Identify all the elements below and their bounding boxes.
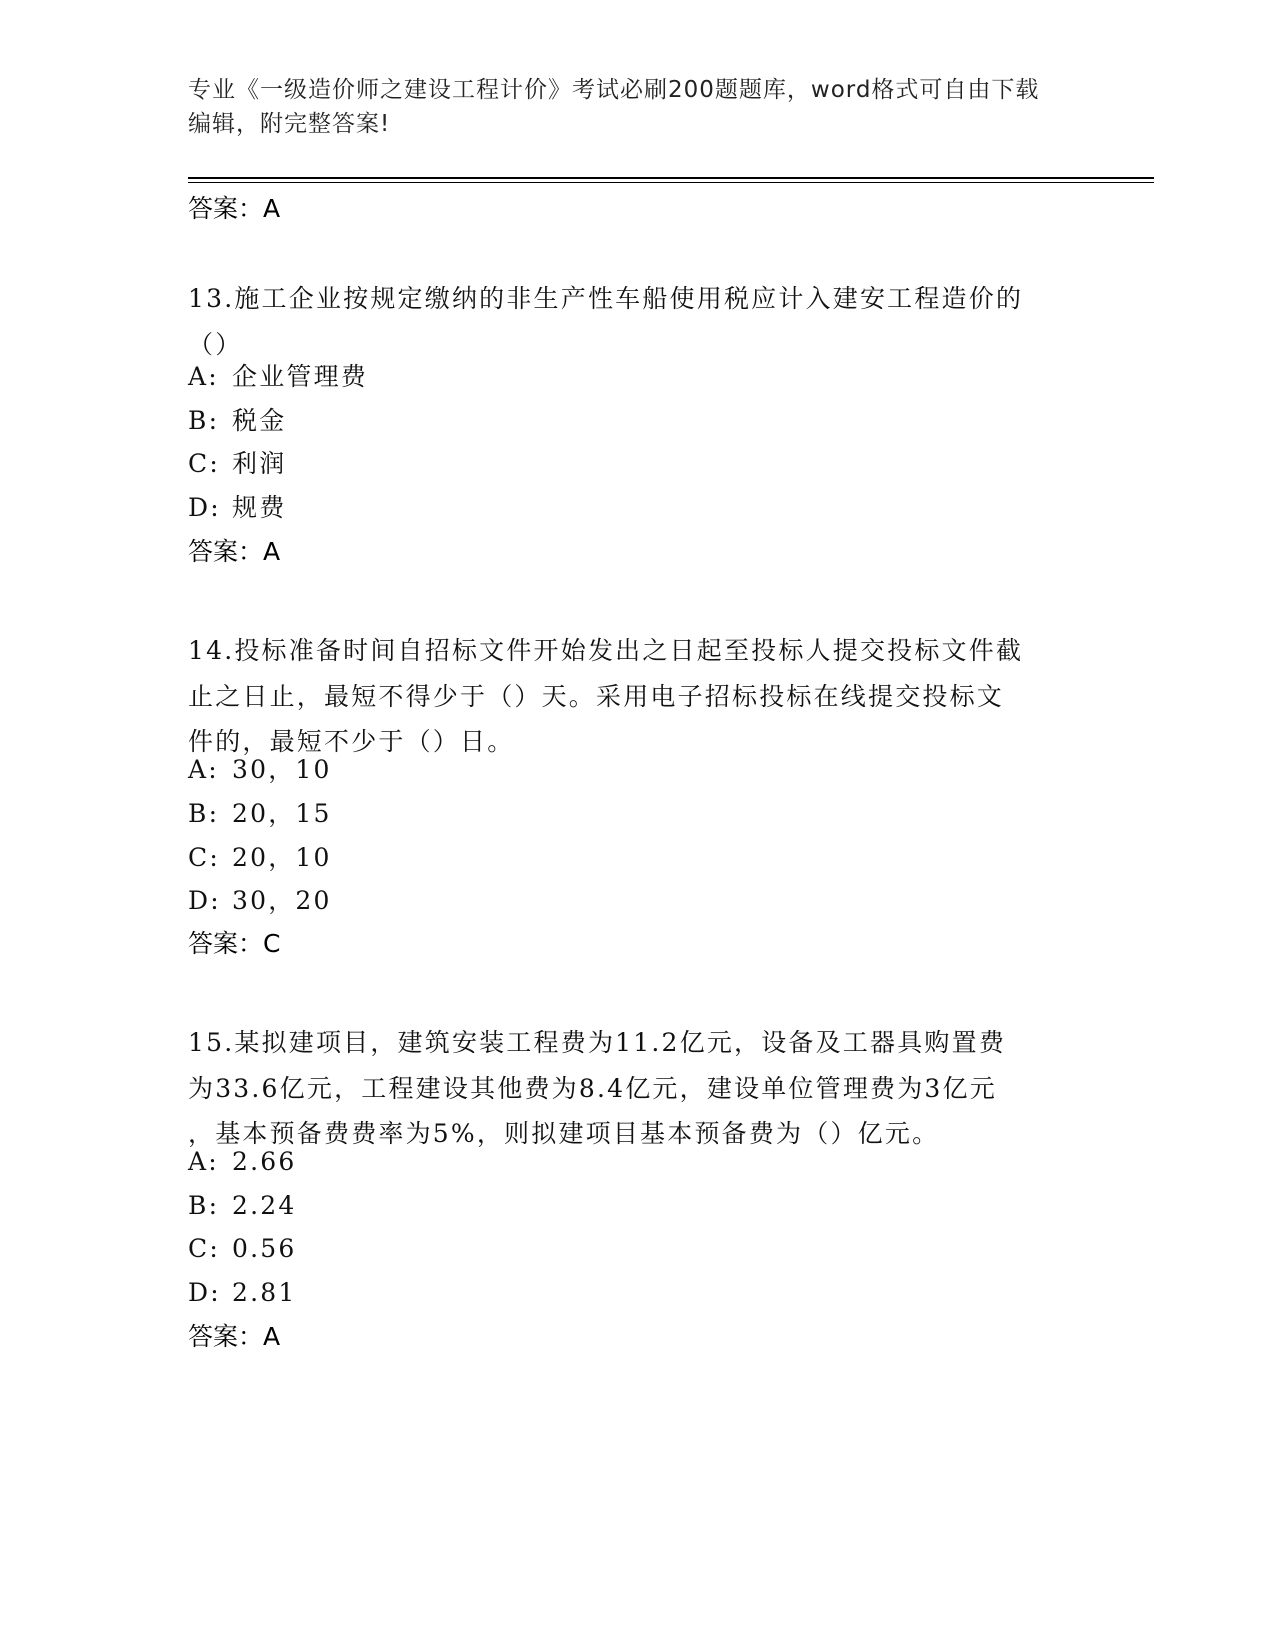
header-divider-thick: [188, 177, 1154, 179]
option-key: A:: [188, 362, 219, 391]
document-header: [188, 73, 1068, 141]
question-14-line-1: 14.投标准备时间自招标文件开始发出之日起至投标人提交投标文件截: [188, 636, 1024, 665]
question-14-option-c: [188, 841, 332, 875]
question-15: [188, 1020, 1078, 1157]
option-key: A:: [188, 755, 219, 784]
question-14: [188, 628, 1078, 765]
question-13-line-2: （）: [188, 329, 243, 359]
option-text: 30，10: [232, 755, 332, 784]
option-key: D:: [188, 1278, 221, 1307]
question-13-option-b: [188, 404, 286, 438]
option-text: 2.66: [232, 1147, 297, 1176]
question-13-option-d: [188, 491, 286, 525]
question-15-line-3: ，基本预备费费率为5%，则拟建项目基本预备费为（）亿元。: [188, 1119, 940, 1148]
question-15-line-2: 为33.6亿元，工程建设其他费为8.4亿元，建设单位管理费为3亿元: [188, 1073, 997, 1103]
option-key: C:: [188, 449, 220, 478]
question-14-line-3: 件的，最短不少于（）日。: [188, 727, 515, 756]
header-line-2: 编辑，附完整答案!: [188, 111, 391, 137]
option-key: B:: [188, 799, 220, 828]
header-divider-thin: [188, 182, 1154, 183]
question-13: [188, 276, 1078, 367]
option-key: D:: [188, 886, 221, 915]
option-text: 规费: [232, 493, 287, 522]
option-key: D:: [188, 493, 221, 522]
question-14-option-b: [188, 797, 332, 831]
header-line-1: 专业《一级造价师之建设工程计价》考试必刷200题题库，word格式可自由下载: [188, 77, 1040, 103]
answer-13: 答案：A: [188, 537, 281, 566]
question-13-option-a: [188, 360, 368, 394]
option-key: C:: [188, 1234, 220, 1263]
question-14-line-2: 止之日止，最短不得少于（）天。采用电子招标投标在线提交投标文: [188, 681, 1005, 711]
question-15-option-a: [188, 1145, 296, 1179]
question-14-option-d: [188, 884, 332, 918]
question-15-option-c: [188, 1232, 296, 1266]
option-text: 税金: [232, 406, 287, 435]
answer-14: 答案：C: [188, 929, 281, 958]
option-text: 2.24: [232, 1191, 297, 1220]
question-15-line-1: 15.某拟建项目，建筑安装工程费为11.2亿元，设备及工器具购置费: [188, 1028, 1007, 1057]
option-key: B:: [188, 406, 220, 435]
option-key: A:: [188, 1147, 219, 1176]
question-13-line-1: 13.施工企业按规定缴纳的非生产性车船使用税应计入建安工程造价的: [188, 284, 1024, 313]
question-15-option-d: [188, 1276, 296, 1310]
option-text: 2.81: [232, 1278, 297, 1307]
option-text: 20，15: [232, 799, 332, 828]
option-key: C:: [188, 843, 220, 872]
option-text: 利润: [232, 449, 287, 478]
option-text: 30，20: [232, 886, 332, 915]
option-text: 企业管理费: [232, 362, 369, 391]
answer-previous: 答案：A: [188, 194, 281, 223]
option-text: 0.56: [232, 1234, 297, 1263]
answer-15: 答案：A: [188, 1322, 281, 1351]
question-14-option-a: [188, 753, 332, 787]
option-text: 20，10: [232, 843, 332, 872]
question-15-option-b: [188, 1189, 296, 1223]
option-key: B:: [188, 1191, 220, 1220]
question-13-option-c: [188, 447, 286, 481]
